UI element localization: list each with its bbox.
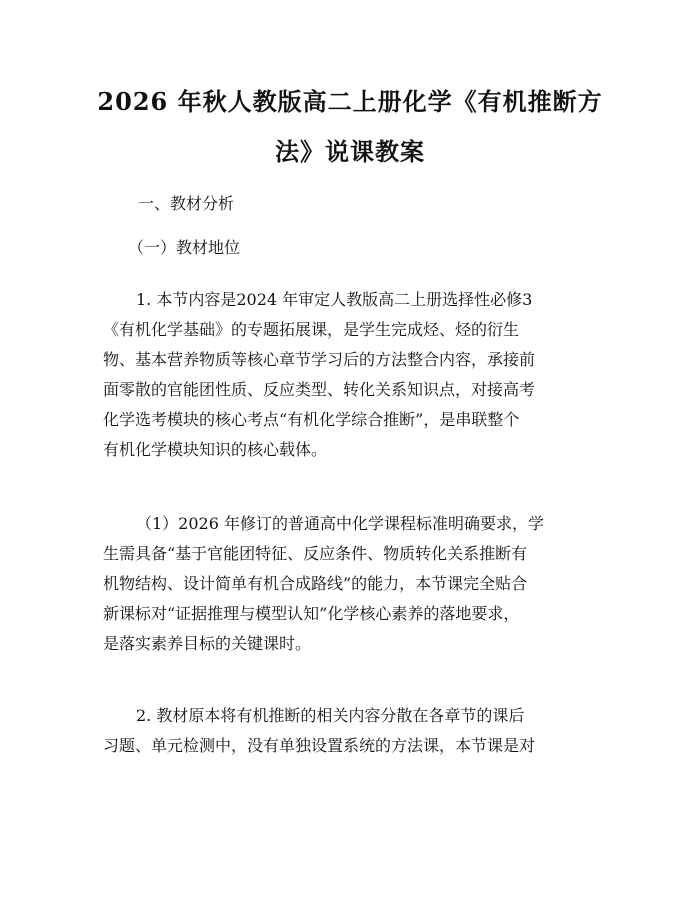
- paragraph-line: 面零散的官能团性质、反应类型、转化关系知识点，对接高考: [103, 380, 536, 399]
- paragraph-3: [103, 701, 601, 761]
- paragraph-line: 生需具备“基于官能团特征、反应条件、物质转化关系推断有: [103, 544, 528, 563]
- paragraph-line: 有机化学模块知识的核心载体。: [103, 440, 328, 459]
- paragraph-line: 机物结构、设计简单有机合成路线”的能力，本节课完全贴合: [103, 574, 528, 593]
- paragraph-line: 物、基本营养物质等核心章节学习后的方法整合内容，承接前: [103, 350, 536, 369]
- paragraph-line: 《有机化学基础》的专题拓展课，是学生完成烃、烃的衍生: [103, 320, 520, 339]
- paragraph-line: （1）2026 年修订的普通高中化学课程标准明确要求，学: [136, 514, 544, 533]
- paragraph-1: [103, 285, 601, 465]
- paragraph-line: 新课标对“证据推理与模型认知”化学核心素养的落地要求，: [103, 604, 520, 623]
- paragraph-line: 2. 教材原本将有机推断的相关内容分散在各章节的课后: [136, 706, 525, 725]
- section-heading: 一、教材分析: [138, 194, 235, 213]
- paragraph-line: 化学选考模块的核心考点“有机化学综合推断”，是串联整个: [103, 410, 520, 429]
- document-title-line-2: 法》说课教案: [275, 137, 425, 166]
- paragraph-line: 是落实素养目标的关键课时。: [103, 634, 312, 653]
- document-title-line-1: 2026 年秋人教版高二上册化学《有机推断方: [97, 87, 603, 116]
- paragraph-line: 1. 本节内容是2024 年审定人教版高二上册选择性必修3: [136, 290, 533, 309]
- paragraph-2: [103, 509, 601, 659]
- subsection-heading: （一）教材地位: [128, 238, 241, 257]
- paragraph-line: 习题、单元检测中，没有单独设置系统的方法课，本节课是对: [103, 736, 536, 755]
